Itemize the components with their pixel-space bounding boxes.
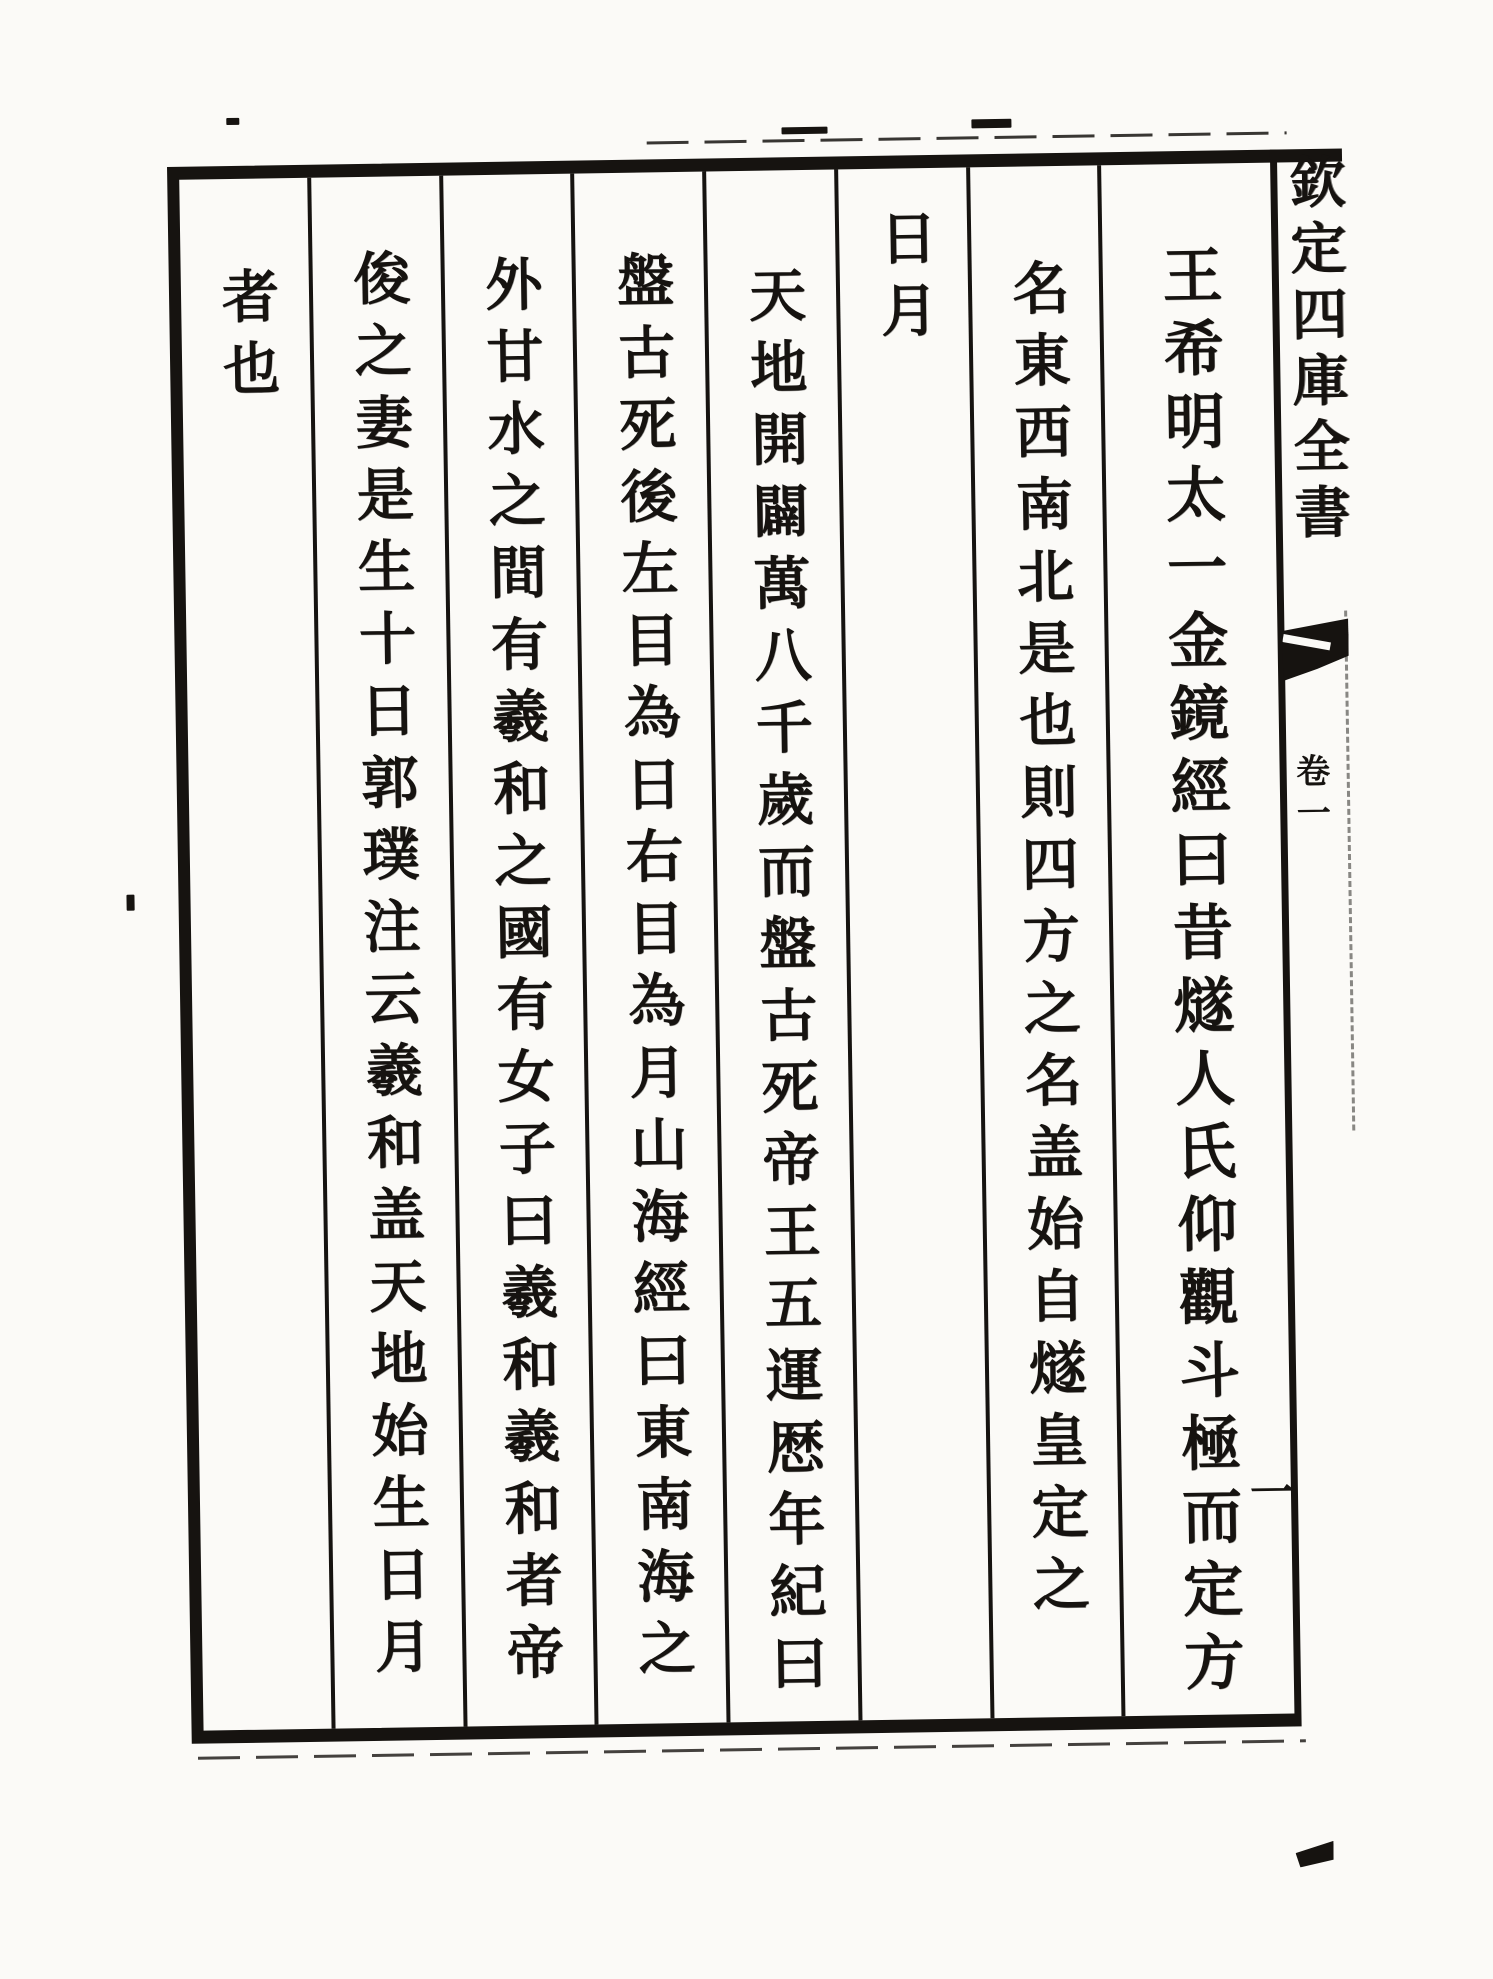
column-text: 名東西南北是也則四方之名盖始自燧皇定之 bbox=[1002, 257, 1090, 1627]
scan-speck bbox=[126, 895, 134, 911]
margin-column bbox=[1249, 140, 1370, 1741]
text-column bbox=[179, 178, 331, 1731]
frame-top-hairline bbox=[647, 131, 1287, 144]
column-text: 天地開闢萬八千歲而盤古死帝王五運厯年紀曰 bbox=[739, 264, 828, 1706]
section-heading: 日月 bbox=[869, 207, 939, 353]
text-column bbox=[966, 165, 1122, 1718]
text-column bbox=[834, 167, 990, 1720]
column-text: 王希明太一金鏡經曰昔燧人氏仰觀斗極而定方 bbox=[1152, 243, 1245, 1705]
margin-hairline bbox=[1344, 611, 1355, 1131]
column-text: 盤古死後左目為日右目為月山海經曰東南海之 bbox=[607, 250, 696, 1691]
text-column bbox=[307, 176, 463, 1729]
text-columns bbox=[179, 163, 1294, 1731]
scan-speck bbox=[226, 118, 239, 125]
text-column bbox=[439, 174, 595, 1727]
scan-speck bbox=[781, 127, 827, 135]
text-column bbox=[570, 172, 726, 1725]
text-column bbox=[702, 170, 858, 1723]
volume-label: 卷一 bbox=[1289, 752, 1331, 838]
column-text: 外甘水之間有羲和之國有女子曰羲和羲和者帝 bbox=[475, 254, 564, 1695]
column-text: 俊之妻是生十日郭璞注云羲和盖天地始生日月 bbox=[343, 248, 433, 1690]
scan-speck bbox=[971, 119, 1011, 129]
page-number: 一 bbox=[1249, 1467, 1295, 1520]
fishtail-ornament-icon bbox=[1282, 619, 1349, 684]
ink-blot bbox=[1295, 1841, 1333, 1868]
column-text: 者也 bbox=[211, 266, 281, 412]
collection-title: 欽定四庫全書 bbox=[1279, 152, 1352, 550]
text-frame bbox=[167, 150, 1302, 1744]
frame-bottom-hairline bbox=[198, 1739, 1306, 1759]
